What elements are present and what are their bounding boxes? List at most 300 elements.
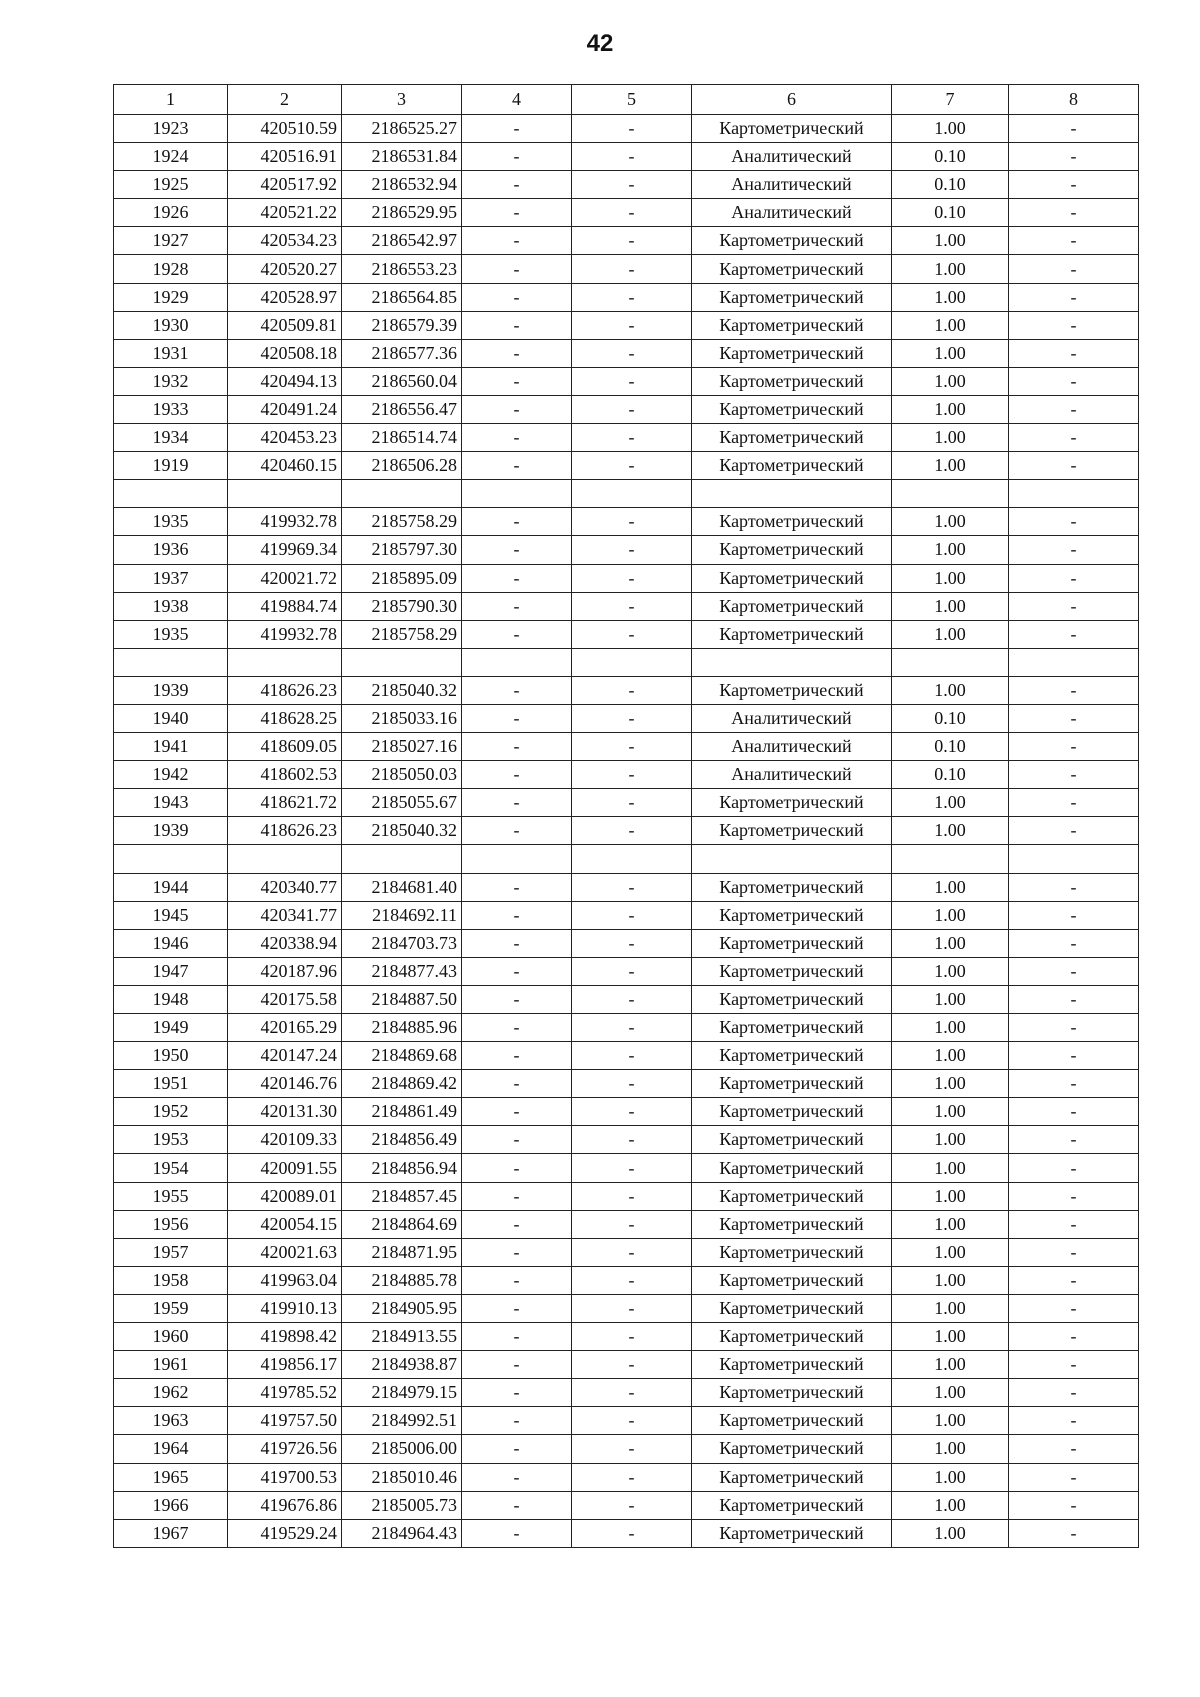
table-row [114,367,1139,395]
cell-accuracy: 1.00 [892,676,1009,704]
cell-col-4 [462,480,572,508]
cell-col-5: - [572,901,692,929]
table-row [114,1070,1139,1098]
cell-coord-y: 2186514.74 [342,424,462,452]
cell-accuracy: 1.00 [892,339,1009,367]
cell-coord-x: 419529.24 [228,1519,342,1547]
cell-coord-x: 420509.81 [228,311,342,339]
cell-coord-y [342,480,462,508]
table-row [114,480,1139,508]
table-row [114,255,1139,283]
table-row [114,171,1139,199]
cell-col-5: - [572,1266,692,1294]
cell-coord-y: 2186556.47 [342,395,462,423]
cell-method [692,480,892,508]
table-header [114,85,1139,115]
cell-col-8: - [1009,255,1139,283]
cell-col-4: - [462,1519,572,1547]
cell-method: Картометрический [692,1042,892,1070]
cell-point-number: 1929 [114,283,228,311]
cell-col-8: - [1009,704,1139,732]
cell-col-5: - [572,929,692,957]
cell-coord-x: 420175.58 [228,985,342,1013]
cell-col-8: - [1009,1042,1139,1070]
cell-col-4 [462,648,572,676]
table-row [114,199,1139,227]
cell-col-5: - [572,255,692,283]
table-row [114,817,1139,845]
cell-point-number: 1926 [114,199,228,227]
column-header-7: 7 [892,85,1009,115]
cell-col-4: - [462,171,572,199]
column-header-4: 4 [462,85,572,115]
cell-col-8: - [1009,452,1139,480]
cell-coord-y: 2185006.00 [342,1435,462,1463]
cell-accuracy: 1.00 [892,789,1009,817]
cell-col-8: - [1009,1238,1139,1266]
cell-col-4: - [462,1098,572,1126]
cell-col-8: - [1009,1351,1139,1379]
cell-accuracy: 1.00 [892,227,1009,255]
cell-col-5: - [572,367,692,395]
cell-coord-y: 2184877.43 [342,957,462,985]
column-header-3: 3 [342,85,462,115]
cell-point-number: 1931 [114,339,228,367]
cell-method: Картометрический [692,311,892,339]
table-row [114,1154,1139,1182]
cell-accuracy: 0.10 [892,199,1009,227]
cell-col-5: - [572,171,692,199]
cell-method: Картометрический [692,1379,892,1407]
cell-col-4: - [462,143,572,171]
cell-col-5: - [572,1042,692,1070]
cell-coord-x: 419757.50 [228,1407,342,1435]
cell-coord-x: 419932.78 [228,508,342,536]
cell-col-4: - [462,1042,572,1070]
cell-col-5: - [572,199,692,227]
cell-col-8: - [1009,817,1139,845]
column-header-6: 6 [692,85,892,115]
cell-method: Картометрический [692,1323,892,1351]
cell-col-4: - [462,367,572,395]
cell-point-number [114,648,228,676]
cell-point-number [114,845,228,873]
cell-point-number: 1965 [114,1463,228,1491]
cell-method: Картометрический [692,873,892,901]
cell-coord-y: 2184869.68 [342,1042,462,1070]
cell-coord-y: 2186564.85 [342,283,462,311]
cell-col-4: - [462,985,572,1013]
table-row [114,592,1139,620]
cell-coord-x: 420520.27 [228,255,342,283]
cell-col-5: - [572,311,692,339]
table-row [114,733,1139,761]
cell-method: Картометрический [692,1014,892,1042]
cell-accuracy: 0.10 [892,143,1009,171]
cell-coord-x: 420517.92 [228,171,342,199]
cell-col-4: - [462,199,572,227]
cell-accuracy: 1.00 [892,367,1009,395]
cell-coord-x: 420460.15 [228,452,342,480]
cell-col-5: - [572,227,692,255]
cell-coord-x: 419676.86 [228,1491,342,1519]
cell-coord-y: 2186532.94 [342,171,462,199]
cell-col-5: - [572,143,692,171]
cell-point-number: 1942 [114,761,228,789]
cell-col-5: - [572,1098,692,1126]
coordinates-table [113,84,1139,1548]
table-row [114,1435,1139,1463]
cell-coord-y: 2184861.49 [342,1098,462,1126]
cell-method [692,648,892,676]
cell-accuracy: 1.00 [892,1182,1009,1210]
cell-point-number: 1957 [114,1238,228,1266]
cell-accuracy: 1.00 [892,1266,1009,1294]
cell-method: Картометрический [692,620,892,648]
cell-coord-y: 2186579.39 [342,311,462,339]
cell-coord-y: 2185033.16 [342,704,462,732]
cell-coord-x: 420147.24 [228,1042,342,1070]
cell-coord-x: 420521.22 [228,199,342,227]
cell-col-8: - [1009,424,1139,452]
cell-col-5: - [572,508,692,536]
cell-col-5: - [572,1351,692,1379]
cell-point-number: 1963 [114,1407,228,1435]
cell-coord-y: 2186531.84 [342,143,462,171]
cell-method: Картометрический [692,424,892,452]
cell-coord-x: 420109.33 [228,1126,342,1154]
cell-coord-x: 420338.94 [228,929,342,957]
cell-coord-y: 2184964.43 [342,1519,462,1547]
cell-coord-y: 2185027.16 [342,733,462,761]
cell-col-5: - [572,620,692,648]
cell-col-8 [1009,480,1139,508]
cell-col-5: - [572,1519,692,1547]
cell-accuracy: 1.00 [892,255,1009,283]
cell-method: Картометрический [692,1070,892,1098]
cell-coord-x: 418609.05 [228,733,342,761]
table-row [114,1323,1139,1351]
cell-col-4: - [462,733,572,761]
table-row [114,1098,1139,1126]
cell-col-4: - [462,339,572,367]
cell-coord-x [228,845,342,873]
cell-col-8: - [1009,283,1139,311]
cell-method: Картометрический [692,1435,892,1463]
cell-point-number: 1948 [114,985,228,1013]
cell-col-8: - [1009,789,1139,817]
cell-accuracy: 1.00 [892,424,1009,452]
cell-coord-y: 2186506.28 [342,452,462,480]
cell-coord-y: 2185040.32 [342,817,462,845]
cell-accuracy: 1.00 [892,395,1009,423]
cell-point-number: 1939 [114,817,228,845]
cell-method: Картометрический [692,1098,892,1126]
cell-accuracy: 0.10 [892,733,1009,761]
cell-method: Картометрический [692,339,892,367]
cell-point-number: 1958 [114,1266,228,1294]
cell-col-5: - [572,985,692,1013]
cell-col-4: - [462,1463,572,1491]
table-row [114,1126,1139,1154]
cell-col-8: - [1009,733,1139,761]
cell-coord-x: 419856.17 [228,1351,342,1379]
cell-accuracy: 1.00 [892,929,1009,957]
cell-col-8: - [1009,1435,1139,1463]
cell-col-8: - [1009,676,1139,704]
cell-col-8: - [1009,536,1139,564]
cell-col-8: - [1009,367,1139,395]
cell-col-4: - [462,508,572,536]
cell-point-number: 1955 [114,1182,228,1210]
cell-point-number: 1945 [114,901,228,929]
cell-col-5: - [572,452,692,480]
cell-coord-y: 2184703.73 [342,929,462,957]
cell-coord-y: 2185010.46 [342,1463,462,1491]
table-row [114,283,1139,311]
cell-coord-x: 420491.24 [228,395,342,423]
cell-point-number: 1935 [114,620,228,648]
table-row [114,761,1139,789]
cell-point-number [114,480,228,508]
cell-coord-x: 420510.59 [228,115,342,143]
cell-coord-y: 2184856.49 [342,1126,462,1154]
cell-method: Картометрический [692,395,892,423]
cell-coord-x: 420341.77 [228,901,342,929]
cell-col-4: - [462,1154,572,1182]
table-row [114,704,1139,732]
cell-col-5: - [572,733,692,761]
cell-col-8: - [1009,1266,1139,1294]
cell-point-number: 1951 [114,1070,228,1098]
cell-point-number: 1925 [114,171,228,199]
cell-coord-x: 418621.72 [228,789,342,817]
cell-coord-y: 2184692.11 [342,901,462,929]
cell-col-5: - [572,564,692,592]
table-row [114,536,1139,564]
cell-coord-x: 420091.55 [228,1154,342,1182]
cell-col-5: - [572,1463,692,1491]
cell-method: Картометрический [692,1126,892,1154]
cell-coord-x: 420516.91 [228,143,342,171]
table-row [114,115,1139,143]
cell-accuracy: 1.00 [892,1435,1009,1463]
cell-coord-y [342,845,462,873]
cell-accuracy: 1.00 [892,985,1009,1013]
table-row [114,985,1139,1013]
cell-coord-x: 420131.30 [228,1098,342,1126]
cell-col-4: - [462,1294,572,1322]
cell-col-4: - [462,929,572,957]
cell-col-8: - [1009,1463,1139,1491]
cell-method: Картометрический [692,367,892,395]
cell-coord-y: 2185005.73 [342,1491,462,1519]
table-row [114,143,1139,171]
cell-coord-y: 2186553.23 [342,255,462,283]
cell-col-5: - [572,873,692,901]
cell-coord-y: 2184885.78 [342,1266,462,1294]
cell-col-5: - [572,1182,692,1210]
cell-point-number: 1937 [114,564,228,592]
cell-coord-y: 2184938.87 [342,1351,462,1379]
cell-coord-y: 2185040.32 [342,676,462,704]
cell-method: Картометрический [692,1266,892,1294]
cell-coord-y: 2184885.96 [342,1014,462,1042]
cell-accuracy: 1.00 [892,564,1009,592]
cell-point-number: 1960 [114,1323,228,1351]
table-row [114,1014,1139,1042]
table-row [114,1294,1139,1322]
cell-col-8 [1009,845,1139,873]
cell-accuracy: 1.00 [892,1519,1009,1547]
cell-coord-x: 419932.78 [228,620,342,648]
cell-method: Картометрический [692,1463,892,1491]
cell-coord-y: 2184681.40 [342,873,462,901]
cell-col-5: - [572,395,692,423]
cell-coord-y: 2185050.03 [342,761,462,789]
cell-accuracy: 1.00 [892,1379,1009,1407]
cell-coord-y: 2185758.29 [342,620,462,648]
cell-coord-y: 2185758.29 [342,508,462,536]
cell-col-5: - [572,536,692,564]
table-row [114,311,1139,339]
cell-accuracy: 1.00 [892,1463,1009,1491]
cell-coord-x: 418626.23 [228,676,342,704]
cell-method: Картометрический [692,1519,892,1547]
cell-point-number: 1961 [114,1351,228,1379]
cell-point-number: 1962 [114,1379,228,1407]
cell-col-8: - [1009,227,1139,255]
cell-col-5: - [572,1210,692,1238]
cell-point-number: 1935 [114,508,228,536]
cell-col-8: - [1009,115,1139,143]
cell-method [692,845,892,873]
cell-point-number: 1959 [114,1294,228,1322]
cell-coord-x: 419785.52 [228,1379,342,1407]
cell-col-8: - [1009,957,1139,985]
cell-accuracy [892,480,1009,508]
cell-coord-y: 2184979.15 [342,1379,462,1407]
cell-point-number: 1928 [114,255,228,283]
cell-method: Картометрический [692,1294,892,1322]
cell-coord-y: 2184856.94 [342,1154,462,1182]
table-body [114,115,1139,1548]
cell-col-5: - [572,339,692,367]
cell-accuracy: 1.00 [892,901,1009,929]
cell-accuracy: 1.00 [892,957,1009,985]
cell-coord-x: 419969.34 [228,536,342,564]
cell-coord-y: 2185790.30 [342,592,462,620]
cell-col-8: - [1009,508,1139,536]
cell-coord-y: 2186560.04 [342,367,462,395]
cell-point-number: 1950 [114,1042,228,1070]
cell-col-4: - [462,227,572,255]
cell-col-5: - [572,1294,692,1322]
table-row [114,508,1139,536]
table-row [114,1519,1139,1547]
cell-point-number: 1966 [114,1491,228,1519]
cell-coord-x: 419898.42 [228,1323,342,1351]
cell-col-5: - [572,1014,692,1042]
cell-col-8: - [1009,1294,1139,1322]
cell-point-number: 1953 [114,1126,228,1154]
cell-method: Картометрический [692,789,892,817]
table-row [114,1238,1139,1266]
column-header-8: 8 [1009,85,1139,115]
table-row [114,1379,1139,1407]
cell-method: Картометрический [692,592,892,620]
cell-col-4: - [462,761,572,789]
cell-point-number: 1924 [114,143,228,171]
cell-point-number: 1964 [114,1435,228,1463]
cell-col-5: - [572,283,692,311]
cell-point-number: 1967 [114,1519,228,1547]
cell-coord-y: 2184871.95 [342,1238,462,1266]
cell-method: Аналитический [692,761,892,789]
cell-col-5: - [572,789,692,817]
cell-accuracy: 1.00 [892,1014,1009,1042]
cell-method: Картометрический [692,508,892,536]
cell-col-4: - [462,1070,572,1098]
cell-coord-x [228,480,342,508]
cell-coord-y: 2184864.69 [342,1210,462,1238]
cell-coord-y: 2184869.42 [342,1070,462,1098]
header-row [114,85,1139,115]
cell-col-4: - [462,1491,572,1519]
cell-coord-y [342,648,462,676]
cell-method: Картометрический [692,985,892,1013]
cell-col-5: - [572,592,692,620]
column-header-1: 1 [114,85,228,115]
cell-coord-y: 2185055.67 [342,789,462,817]
cell-col-5: - [572,424,692,452]
cell-col-8 [1009,648,1139,676]
cell-coord-x: 420165.29 [228,1014,342,1042]
cell-method: Картометрический [692,957,892,985]
cell-col-4: - [462,536,572,564]
cell-col-8: - [1009,1098,1139,1126]
cell-method: Аналитический [692,733,892,761]
cell-accuracy: 1.00 [892,1126,1009,1154]
cell-point-number: 1952 [114,1098,228,1126]
cell-coord-x: 419884.74 [228,592,342,620]
cell-coord-x: 420021.72 [228,564,342,592]
cell-col-4: - [462,817,572,845]
table-row [114,620,1139,648]
cell-coord-x: 420508.18 [228,339,342,367]
cell-col-5: - [572,676,692,704]
table-row [114,648,1139,676]
cell-method: Картометрический [692,1351,892,1379]
cell-method: Картометрический [692,817,892,845]
cell-col-8: - [1009,1126,1139,1154]
cell-col-8: - [1009,1070,1139,1098]
cell-accuracy: 1.00 [892,1238,1009,1266]
cell-col-8: - [1009,761,1139,789]
cell-method: Аналитический [692,143,892,171]
cell-method: Картометрический [692,676,892,704]
cell-accuracy: 1.00 [892,311,1009,339]
cell-col-8: - [1009,1014,1139,1042]
cell-col-4: - [462,1210,572,1238]
cell-point-number: 1933 [114,395,228,423]
cell-col-4: - [462,283,572,311]
cell-coord-y: 2184992.51 [342,1407,462,1435]
column-header-2: 2 [228,85,342,115]
cell-method: Картометрический [692,929,892,957]
cell-accuracy [892,648,1009,676]
cell-accuracy: 1.00 [892,817,1009,845]
